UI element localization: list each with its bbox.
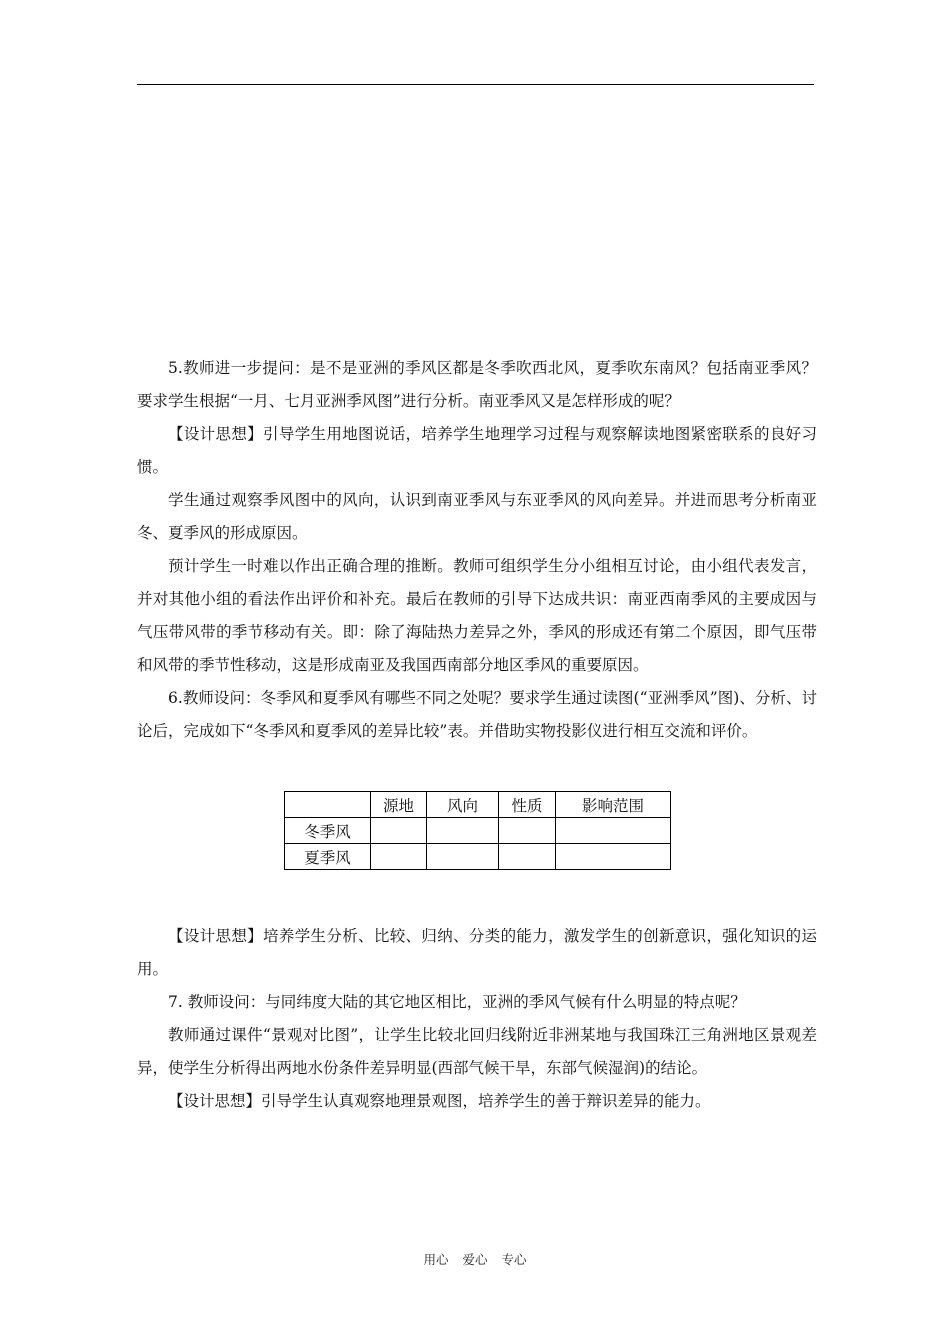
table-header-cell: 性质: [499, 792, 556, 818]
paragraph-design-idea-2: 【设计思想】培养学生分析、比较、归纳、分类的能力，激发学生的创新意识，强化知识的运用。: [137, 927, 817, 978]
paragraph-q6: 6.教师设问：冬季风和夏季风有哪些不同之处呢？要求学生通过读图(“亚洲季风”图)、分析、讨论后，完成如下“冬季风和夏季风的差异比较”表。并借助实物投影仪进行相互交流和评价。: [137, 689, 817, 740]
table-header-cell: 风向: [427, 792, 499, 818]
table-cell: [427, 844, 499, 870]
table-header-cell: 影响范围: [556, 792, 671, 818]
table-cell: 夏季风: [285, 844, 371, 870]
paragraph-observation: 学生通过观察季风图中的风向，认识到南亚季风与东亚季风的风向差异。并进而思考分析南亚冬、夏季风的形成原因。: [137, 491, 817, 542]
table-cell: [371, 818, 427, 844]
table-header-cell: 源地: [371, 792, 427, 818]
monsoon-comparison-table: [284, 791, 671, 870]
table-row: [285, 818, 671, 844]
page-footer: 用心 爱心 专心: [423, 1252, 527, 1267]
table-cell: 冬季风: [285, 818, 371, 844]
table-header-row: [285, 792, 671, 818]
header-rule: [137, 84, 814, 85]
spacer: [137, 870, 817, 920]
table-cell: [427, 818, 499, 844]
paragraph-discussion: 预计学生一时难以作出正确合理的推断。教师可组织学生分小组相互讨论，由小组代表发言，并对其他小组的看法作出评价和补充。最后在教师的引导下达成共识：南亚西南季风的主要成因与气压带风带的季节移动有关。即：除了海陆热力差异之外，季风的形成还有第二个原因，即气压带和风带的季节性移动，这是形成南亚及我国西南部分地区季风的重要原因。: [137, 557, 817, 674]
table-cell: [371, 844, 427, 870]
paragraph-landscape-comparison: 教师通过课件“景观对比图”，让学生比较北回归线附近非洲某地与我国珠江三角洲地区景观差异，使学生分析得出两地水份条件差异明显(西部气候干旱，东部气候湿润)的结论。: [137, 1026, 817, 1077]
paragraph-design-idea-3: 【设计思想】引导学生认真观察地理景观图，培养学生的善于辩识差异的能力。: [168, 1092, 711, 1110]
spacer: [137, 748, 817, 791]
paragraph-q7: 7. 教师设问：与同纬度大陆的其它地区相比，亚洲的季风气候有什么明显的特点呢？: [168, 993, 746, 1011]
paragraph-design-idea-1: 【设计思想】引导学生用地图说话，培养学生地理学习过程与观察解读地图紧密联系的良好习惯。: [137, 425, 817, 476]
table-cell: [499, 844, 556, 870]
paragraph-q5: 5.教师进一步提问：是不是亚洲的季风区都是冬季吹西北风，夏季吹东南风？包括南亚季风？要求学生根据“一月、七月亚洲季风图”进行分析。南亚季风又是怎样形成的呢？: [137, 359, 817, 410]
table-row: [285, 844, 671, 870]
table-cell: [556, 818, 671, 844]
table-cell: [556, 844, 671, 870]
table-cell: [499, 818, 556, 844]
document-body: [137, 352, 817, 1118]
table-header-cell: [285, 792, 371, 818]
